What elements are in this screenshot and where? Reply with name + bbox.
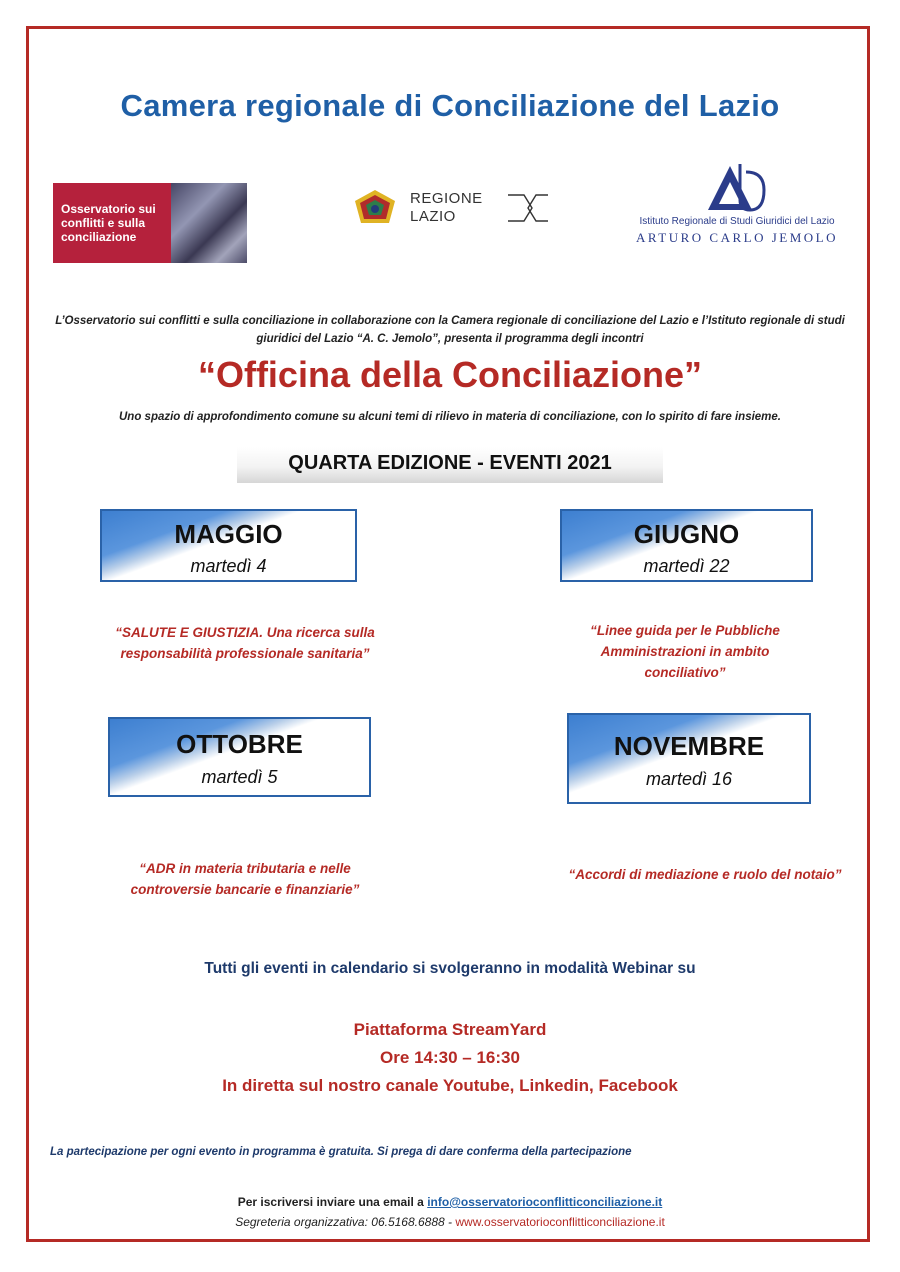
website-link[interactable]: www.osservatorioconflitticonciliazione.it [455, 1215, 665, 1229]
event-topic-novembre: “Accordi di mediazione e ruolo del notaio” [568, 867, 842, 882]
istituto-name: Istituto Regionale di Studi Giuridici del Lazio [639, 216, 835, 227]
platform-channels: In diretta sul nostro canale Youtube, Linkedin, Facebook [222, 1076, 678, 1095]
osservatorio-logo [53, 183, 247, 263]
event-date: martedì 4 [190, 556, 267, 576]
edition-banner: QUARTA EDIZIONE - EVENTI 2021 [237, 447, 663, 483]
email-link[interactable]: info@osservatorioconflitticonciliazione.it [427, 1195, 663, 1209]
event-topic-giugno: “Linee guida per le Pubbliche Amministrazioni in ambito conciliativo” [590, 623, 780, 680]
event-topic-ottobre: “ADR in materia tributaria e nelle controversie bancarie e finanziarie” [130, 861, 360, 897]
jemolo-mark-icon [706, 160, 768, 214]
secretariat-line [0, 1215, 900, 1229]
subline: Uno spazio di approfondimento comune su alcuni temi di rilievo in materia di conciliazione, con lo spirito di fare insieme. [119, 411, 781, 423]
istituto-jemolo-logo [612, 160, 862, 250]
signup-label: Per iscriversi inviare una email a [237, 1195, 424, 1209]
event-date: martedì 5 [201, 767, 278, 787]
osservatorio-logo-image [171, 183, 247, 263]
regione-lines-icon [508, 187, 548, 229]
istituto-subname: ARTURO CARLO JEMOLO [635, 230, 838, 245]
event-month: GIUGNO [633, 519, 740, 549]
regione-line2: LAZIO [410, 208, 456, 225]
regione-lazio-logo [353, 187, 543, 229]
intro-text: L’Osservatorio sui conflitti e sulla conciliazione in collaborazione con la Camera regionale di conciliazione del Lazio e l’Istituto regionale di studi giuridici del Lazio “A. C. Jemolo”, presenta il programma degli incontri [55, 315, 845, 345]
event-month: NOVEMBRE [613, 731, 765, 761]
event-month: OTTOBRE [176, 729, 303, 759]
event-date: martedì 22 [643, 556, 730, 576]
headline: “Officina della Conciliazione” [197, 354, 703, 395]
platform-block [0, 1016, 900, 1100]
participation-note: La partecipazione per ogni evento in programma è gratuita. Si prega di dare conferma della partecipazione [50, 1146, 632, 1158]
event-box-maggio [100, 509, 357, 582]
event-box-giugno [560, 509, 813, 582]
event-date: martedì 16 [645, 769, 733, 789]
secretariat-label: Segreteria organizzativa: 06.5168.6888 - [235, 1215, 453, 1229]
regione-line1: REGIONE [410, 190, 483, 207]
signup-line [0, 1195, 900, 1209]
osservatorio-logo-text: Osservatorio sui conflitti e sulla conciliazione [61, 202, 156, 244]
platform-name: Piattaforma StreamYard [353, 1020, 547, 1039]
event-month: MAGGIO [174, 519, 283, 549]
regione-emblem-icon [353, 189, 397, 225]
event-topic-maggio: “SALUTE E GIUSTIZIA. Una ricerca sulla responsabilità professionale sanitaria” [115, 625, 375, 661]
page-title: Camera regionale di Conciliazione del Lazio [120, 88, 780, 123]
webinar-info: Tutti gli eventi in calendario si svolgeranno in modalità Webinar su [204, 960, 696, 977]
event-box-novembre [567, 713, 811, 804]
event-box-ottobre [108, 717, 371, 797]
platform-time: Ore 14:30 – 16:30 [380, 1048, 520, 1067]
